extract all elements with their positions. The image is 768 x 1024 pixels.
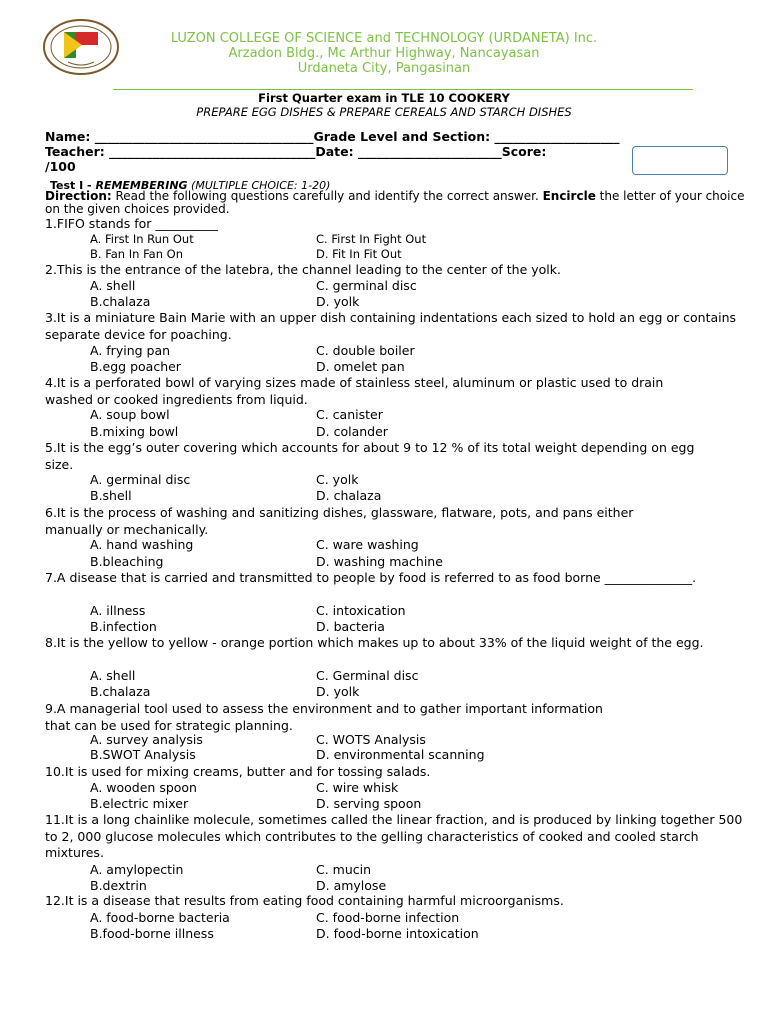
option-11a[interactable]: A. amylopectin (90, 862, 184, 877)
name-grade-line: Name: ___________________________________Grade Level and Section: ____________________ (45, 129, 620, 144)
school-header (0, 31, 768, 76)
option-7d[interactable]: D. bacteria (316, 619, 385, 634)
option-6c[interactable]: C. ware washing (316, 537, 419, 552)
question-11: 11.It is a long chainlike molecule, sometimes called the linear fraction, and is produced by linking together 500 to 2, 000 glucose molecules which contributes to the gelling characteristics of cooked and cooled starch mixtures. (45, 812, 743, 860)
option-4c[interactable]: C. canister (316, 407, 383, 422)
option-10b[interactable]: B.electric mixer (90, 796, 189, 811)
direction-label: Direction: (45, 189, 112, 203)
question-8: 8.It is the yellow to yellow - orange portion which makes up to about 33% of the liquid weight of the egg. (45, 635, 704, 650)
option-1a[interactable]: A. First In Run Out (90, 232, 194, 246)
option-10d[interactable]: D. serving spoon (316, 796, 422, 811)
exam-subtitle: PREPARE EGG DISHES & PREPARE CEREALS AND STARCH DISHES (196, 105, 572, 119)
option-3b[interactable]: B.egg poacher (90, 359, 181, 374)
option-6d[interactable]: D. washing machine (316, 554, 443, 569)
school-address-1: Arzadon Bldg., Mc Arthur Highway, Nancayasan (228, 46, 540, 61)
question-12: 12.It is a disease that results from eating food containing harmful microorganisms. (45, 893, 564, 908)
option-11d[interactable]: D. amylose (316, 878, 387, 893)
option-9a[interactable]: A. survey analysis (90, 732, 203, 747)
direction-text-end: the letter of your choice on the given choices provided. (45, 189, 745, 216)
header-divider (113, 89, 693, 90)
option-7c[interactable]: C. intoxication (316, 603, 406, 618)
score-box[interactable] (632, 146, 728, 175)
teacher-date-score-line: Teacher: _________________________________Date: _______________________Score: (45, 144, 547, 159)
exam-title: First Quarter exam in TLE 10 COOKERY (258, 91, 510, 105)
question-1: 1.FIFO stands for __________ (45, 216, 218, 231)
option-5b[interactable]: B.shell (90, 488, 132, 503)
test-label: Test I - (50, 179, 96, 192)
option-9b[interactable]: B.SWOT Analysis (90, 747, 196, 762)
option-8a[interactable]: A. shell (90, 668, 136, 683)
option-2c[interactable]: C. germinal disc (316, 278, 417, 293)
option-5c[interactable]: C. yolk (316, 472, 359, 487)
option-4b[interactable]: B.mixing bowl (90, 424, 179, 439)
option-1c[interactable]: C. First In Fight Out (316, 232, 427, 246)
option-12b[interactable]: B.food-borne illness (90, 926, 214, 941)
option-11c[interactable]: C. mucin (316, 862, 372, 877)
option-4a[interactable]: A. soup bowl (90, 407, 170, 422)
option-12a[interactable]: A. food-borne bacteria (90, 910, 230, 925)
test-name: REMEMBERING (95, 179, 188, 192)
option-11b[interactable]: B.dextrin (90, 878, 147, 893)
option-2a[interactable]: A. shell (90, 278, 136, 293)
school-name: LUZON COLLEGE OF SCIENCE and TECHNOLOGY (URDANETA) Inc. (170, 31, 598, 46)
option-7a[interactable]: A. illness (90, 603, 146, 618)
option-3d[interactable]: D. omelet pan (316, 359, 405, 374)
option-9c[interactable]: C. WOTS Analysis (316, 732, 426, 747)
option-5d[interactable]: D. chalaza (316, 488, 382, 503)
option-8b[interactable]: B.chalaza (90, 684, 151, 699)
option-3a[interactable]: A. frying pan (90, 343, 171, 358)
test-type: (MULTIPLE CHOICE: 1-20) (187, 179, 331, 192)
question-6: 6.It is the process of washing and sanitizing dishes, glassware, flatware, pots, and pans either manually or mechanically. (45, 505, 634, 537)
direction-emphasis: Encircle (542, 189, 596, 203)
option-2d[interactable]: D. yolk (316, 294, 360, 309)
option-8d[interactable]: D. yolk (316, 684, 360, 699)
option-10c[interactable]: C. wire whisk (316, 780, 399, 795)
option-4d[interactable]: D. colander (316, 424, 388, 439)
score-total: /100 (45, 159, 76, 174)
option-12d[interactable]: D. food-borne intoxication (316, 926, 479, 941)
option-6a[interactable]: A. hand washing (90, 537, 194, 552)
question-4: 4.It is a perforated bowl of varying sizes made of stainless steel, aluminum or plastic used to drain washed or cooked ingredients from liquid. (45, 375, 664, 407)
question-7: 7.A disease that is carried and transmitted to people by food is referred to as food borne ______________. (45, 570, 697, 585)
option-1b[interactable]: B. Fan In Fan On (90, 247, 183, 261)
option-10a[interactable]: A. wooden spoon (90, 780, 197, 795)
student-info-fields (45, 129, 619, 174)
direction (45, 190, 745, 216)
option-9d[interactable]: D. environmental scanning (316, 747, 485, 762)
question-3: 3.It is a miniature Bain Marie with an upper dish containing indentations each sized to hold an egg or contains separate device for poaching. (45, 310, 737, 342)
question-9: 9.A managerial tool used to assess the environment and to gather important information that can be used for strategic planning. (45, 701, 603, 733)
option-6b[interactable]: B.bleaching (90, 554, 164, 569)
option-5a[interactable]: A. germinal disc (90, 472, 191, 487)
option-1d[interactable]: D. Fit In Fit Out (316, 247, 402, 261)
option-12c[interactable]: C. food-borne infection (316, 910, 460, 925)
question-10: 10.It is used for mixing creams, butter and for tossing salads. (45, 764, 431, 779)
option-7b[interactable]: B.infection (90, 619, 157, 634)
option-8c[interactable]: C. Germinal disc (316, 668, 419, 683)
question-2: 2.This is the entrance of the latebra, the channel leading to the center of the yolk. (45, 262, 561, 277)
school-address-2: Urdaneta City, Pangasinan (297, 61, 471, 76)
question-5: 5.It is the egg’s outer covering which accounts for about 9 to 12 % of its total weight depending on egg size. (45, 440, 695, 472)
direction-text: Read the following questions carefully and identify the correct answer. (111, 189, 543, 203)
option-2b[interactable]: B.chalaza (90, 294, 151, 309)
option-3c[interactable]: C. double boiler (316, 343, 415, 358)
